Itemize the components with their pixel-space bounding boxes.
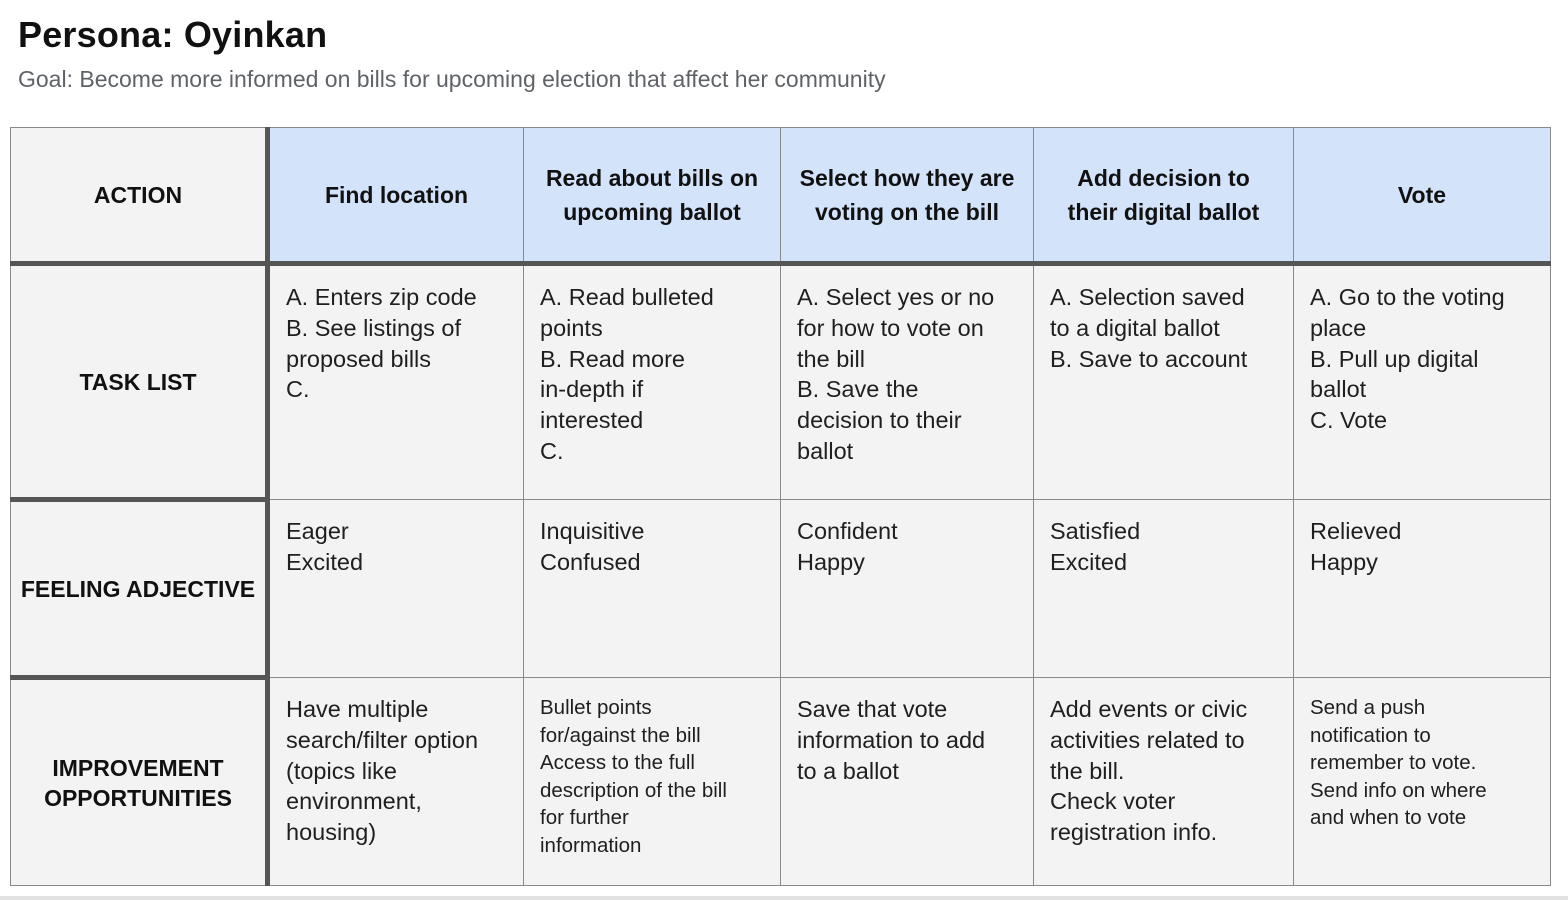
table-cell [524,264,781,500]
cell-line: Confident [797,518,898,544]
cell-line: Bullet points [540,696,652,719]
cell-line: Save that vote [797,696,948,722]
cell-line: for/against the bill [540,723,701,747]
column-header: Add decision to their digital ballot [1034,128,1294,264]
cell-line: Add events or civic [1050,696,1248,722]
table-header-row [11,128,1551,264]
table-cell [781,678,1034,886]
cell-line: interested [540,407,644,434]
cell-line: description of the bill [540,778,727,802]
cell-line: A. Go to the voting [1310,284,1505,310]
table-cell [1034,500,1294,678]
cell-line: Inquisitive [540,518,645,544]
cell-line: Send a push [1310,696,1426,719]
cell-line: for further [540,806,629,829]
row-header-action: ACTION [11,128,268,264]
cell-line: activities related to [1050,726,1245,753]
cell-line: Excited [286,548,364,575]
column-header: Vote [1294,128,1551,264]
cell-line: points [540,314,603,341]
cell-line: Access to the full [540,751,695,774]
cell-line: registration info. [1050,819,1218,846]
table-cell [1294,264,1551,500]
cell-line: Relieved [1310,518,1402,544]
cell-line: A. Selection saved [1050,284,1245,310]
cell-line: C. Vote [1310,407,1388,434]
column-header: Find location [268,128,524,264]
table-cell [1034,678,1294,886]
cell-line: the bill [797,345,865,372]
column-header: Read about bills on upcoming ballot [524,128,781,264]
table-cell [1034,264,1294,500]
table-cell [268,678,524,886]
cell-line: C. [286,376,310,403]
cell-line: environment, [286,788,422,815]
cell-line: Happy [797,548,865,575]
table-cell [268,500,524,678]
table-cell [781,264,1034,500]
cell-line: (topics like [286,757,398,784]
cell-line: A. Read bulleted [540,284,714,310]
row-header-improvement-opportunities: IMPROVEMENT OPPORTUNITIES [11,678,268,886]
cell-line: housing) [286,819,377,846]
cell-line: B. Pull up digital [1310,345,1479,372]
cell-line: search/filter option [286,726,479,753]
cell-line: information [540,833,642,857]
column-header: Select how they are voting on the bill [781,128,1034,264]
table-cell [781,500,1034,678]
cell-line: A. Enters zip code [286,284,477,310]
cell-line: Satisfied [1050,518,1141,544]
cell-line: Confused [540,548,641,575]
cell-line: B. Read more [540,345,685,372]
table-cell [524,678,781,886]
row-header-task-list: TASK LIST [11,264,268,500]
cell-line: B. See listings of [286,314,462,341]
row-header-feeling-adjective: FEELING ADJECTIVE [11,500,268,678]
cell-line: and when to vote [1310,806,1467,829]
bottom-divider [0,896,1568,900]
table-cell [1294,500,1551,678]
cell-line: decision to their [797,407,962,434]
cell-line: Eager [286,518,349,544]
page-title: Persona: Oyinkan [18,14,328,55]
cell-line: place [1310,314,1367,341]
cell-line: remember to vote. [1310,751,1477,774]
cell-line: C. [540,437,564,464]
table-cell [1294,678,1551,886]
cell-line: the bill. [1050,757,1125,784]
table-row-improvement-opportunities [11,678,1551,886]
cell-line: Check voter [1050,788,1176,815]
cell-line: to a digital ballot [1050,314,1220,341]
cell-line: proposed bills [286,345,432,372]
table-row-feeling-adjective [11,500,1551,678]
table-row-task-list [11,264,1551,500]
cell-line: A. Select yes or no [797,284,995,310]
page-goal: Goal: Become more informed on bills for upcoming election that affect her community [18,66,886,92]
cell-line: for how to vote on [797,314,984,341]
cell-line: notification to [1310,723,1431,747]
cell-line: ballot [1310,376,1367,403]
cell-line: Send info on where [1310,778,1487,802]
cell-line: ballot [797,437,854,464]
cell-line: Happy [1310,548,1378,575]
cell-line: Excited [1050,548,1128,575]
cell-line: B. Save the [797,376,919,403]
table-cell [268,264,524,500]
table-cell [524,500,781,678]
cell-line: in-depth if [540,376,644,403]
journey-map-table [10,127,1551,886]
cell-line: information to add [797,726,986,753]
cell-line: B. Save to account [1050,345,1248,372]
cell-line: to a ballot [797,757,899,784]
cell-line: Have multiple [286,696,429,722]
